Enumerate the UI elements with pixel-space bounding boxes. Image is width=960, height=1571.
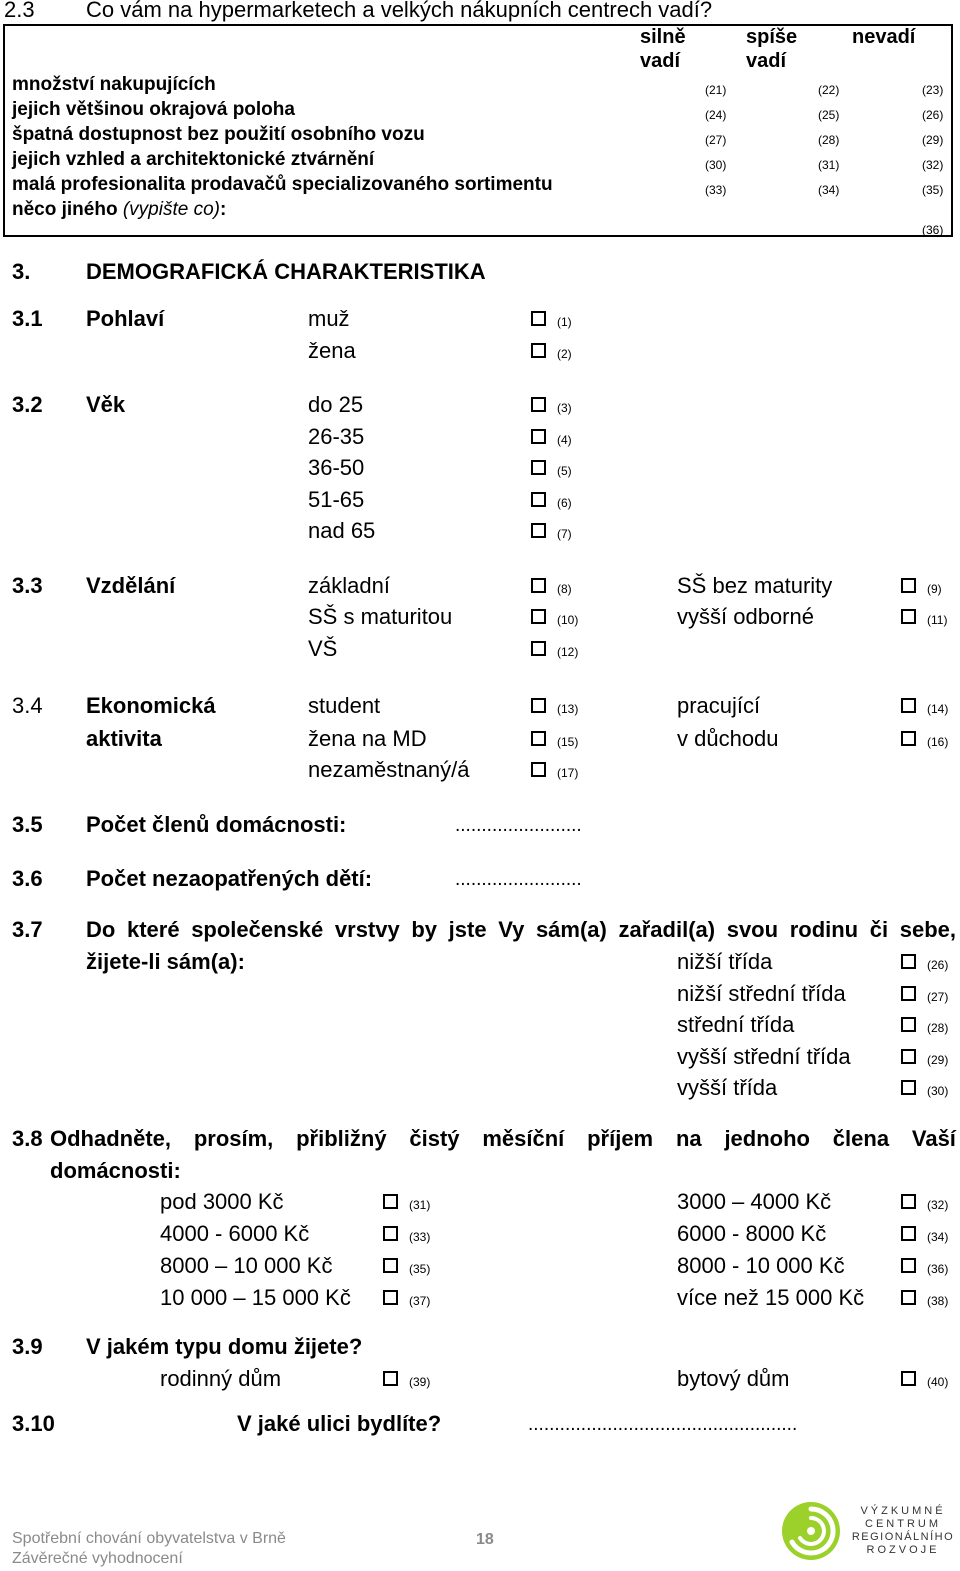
option-label: 6000 - 8000 Kč — [677, 1221, 827, 1246]
row-code: (32) — [922, 158, 944, 172]
checkbox[interactable] — [531, 343, 546, 358]
option-label: 26-35 — [308, 424, 365, 449]
row-code: (24) — [705, 108, 727, 122]
option-code: (3) — [557, 401, 572, 415]
option-label: nižší třída — [677, 949, 773, 974]
checkbox[interactable] — [901, 1017, 916, 1032]
option-code: (5) — [557, 464, 572, 478]
option-code: (33) — [409, 1230, 431, 1244]
table-row-label: malá profesionalita prodavačů specializovaného sortimentu — [12, 174, 553, 195]
checkbox[interactable] — [901, 609, 916, 624]
option-label: pracující — [677, 693, 761, 718]
option-label: žena na MD — [308, 726, 427, 751]
option-code: (6) — [557, 496, 572, 510]
row-code: (21) — [705, 83, 727, 97]
checkbox[interactable] — [531, 609, 546, 624]
question-text: Co vám na hypermarketech a velkých nákupních centrech vadí? — [86, 0, 713, 22]
question-title: žijete-li sám(a): — [86, 949, 245, 974]
option-label: vyšší odborné — [677, 604, 814, 629]
row-code: (33) — [705, 183, 727, 197]
checkbox[interactable] — [531, 731, 546, 746]
row-code: (34) — [818, 183, 840, 197]
question-number: 3.3 — [12, 573, 43, 598]
row-code: (30) — [705, 158, 727, 172]
checkbox[interactable] — [383, 1371, 398, 1386]
option-label: do 25 — [308, 392, 364, 417]
option-label: muž — [308, 306, 350, 331]
option-code: (11) — [927, 613, 948, 627]
question-title: domácnosti: — [50, 1158, 181, 1183]
question-2-3 — [4, 0, 713, 23]
option-label: rodinný dům — [160, 1366, 282, 1391]
question-number: 3.9 — [12, 1334, 43, 1359]
option-code: (26) — [927, 958, 949, 972]
answer-blank[interactable]: ................................................... — [528, 1414, 798, 1435]
checkbox[interactable] — [901, 954, 916, 969]
row-code: (29) — [922, 133, 944, 147]
col-header-spise: spíše vadí — [746, 26, 798, 72]
row-code: (26) — [922, 108, 944, 122]
checkbox[interactable] — [383, 1226, 398, 1241]
option-label: 10 000 – 15 000 Kč — [160, 1285, 351, 1310]
option-code: (14) — [927, 702, 949, 716]
checkbox[interactable] — [901, 731, 916, 746]
answer-blank[interactable]: ........................ — [455, 815, 582, 836]
option-code: (39) — [409, 1375, 431, 1389]
question-title: Věk — [86, 392, 126, 417]
option-label: vyšší střední třída — [677, 1044, 851, 1069]
checkbox[interactable] — [531, 492, 546, 507]
question-title: Počet nezaopatřených dětí: — [86, 866, 373, 891]
question-title: Odhadněte, prosím, přibližný čistý měsíční příjem na jednoho člena Vaší — [50, 1126, 956, 1151]
checkbox[interactable] — [383, 1194, 398, 1209]
option-code: (2) — [557, 347, 572, 361]
question-title: Vzdělání — [86, 573, 176, 598]
option-code: (28) — [927, 1021, 949, 1035]
table-row-other: něco jiného (vypište co): — [12, 199, 227, 220]
row-code: (35) — [922, 183, 944, 197]
checkbox[interactable] — [531, 397, 546, 412]
page-number: 18 — [476, 1531, 494, 1548]
checkbox[interactable] — [901, 1194, 916, 1209]
option-label: vyšší třída — [677, 1075, 778, 1100]
row-code: (31) — [818, 158, 840, 172]
checkbox[interactable] — [531, 311, 546, 326]
option-label: bytový dům — [677, 1366, 790, 1391]
option-label: student — [308, 693, 381, 718]
option-code: (35) — [409, 1262, 431, 1276]
question-number: 3.2 — [12, 392, 43, 417]
logo-icon — [780, 1500, 842, 1562]
option-label: 8000 - 10 000 Kč — [677, 1253, 845, 1278]
footer-title: Spotřební chování obyvatelstva v Brně — [12, 1530, 286, 1547]
option-label: nad 65 — [308, 518, 376, 543]
checkbox[interactable] — [901, 1371, 916, 1386]
checkbox[interactable] — [383, 1258, 398, 1273]
checkbox[interactable] — [531, 762, 546, 777]
checkbox[interactable] — [901, 1226, 916, 1241]
option-label: základní — [308, 573, 390, 598]
option-code: (9) — [927, 582, 942, 596]
checkbox[interactable] — [901, 1258, 916, 1273]
row-code: (36) — [922, 223, 944, 237]
row-code: (25) — [818, 108, 840, 122]
logo-wordmark: VÝZKUMNÉ CENTRUM REGIONÁLNÍHO ROZVOJE — [851, 1505, 955, 1556]
question-number: 2.3 — [4, 0, 35, 22]
option-code: (17) — [557, 766, 579, 780]
option-label: 4000 - 6000 Kč — [160, 1221, 310, 1246]
question-title: Do které společenské vrstvy by jste Vy sám(a) zařadil(a) svou rodinu či sebe, — [86, 917, 956, 942]
checkbox[interactable] — [531, 698, 546, 713]
option-code: (13) — [557, 702, 579, 716]
option-code: (4) — [557, 433, 572, 447]
col-header-nevadi: nevadí — [852, 26, 916, 48]
table-row-label: jejich většinou okrajová poloha — [12, 99, 295, 120]
checkbox[interactable] — [901, 698, 916, 713]
option-label: 3000 – 4000 Kč — [677, 1189, 832, 1214]
option-label: 51-65 — [308, 487, 365, 512]
question-number: 3.10 — [12, 1411, 55, 1436]
question-title: Počet členů domácnosti: — [86, 812, 347, 837]
option-label: nezaměstnaný/á — [308, 757, 470, 782]
option-code: (34) — [927, 1230, 949, 1244]
answer-blank[interactable]: ........................ — [455, 869, 582, 890]
checkbox[interactable] — [531, 641, 546, 656]
checkbox[interactable] — [901, 1080, 916, 1095]
row-code: (28) — [818, 133, 840, 147]
option-code: (32) — [927, 1198, 949, 1212]
option-label: SŠ s maturitou — [308, 604, 453, 629]
question-number: 3.8 — [12, 1126, 43, 1151]
checkbox[interactable] — [383, 1290, 398, 1305]
option-label: více než 15 000 Kč — [677, 1285, 865, 1310]
checkbox[interactable] — [901, 1049, 916, 1064]
checkbox[interactable] — [531, 460, 546, 475]
option-code: (8) — [557, 582, 572, 596]
option-label: žena — [308, 338, 356, 363]
option-code: (30) — [927, 1084, 949, 1098]
option-code: (31) — [409, 1198, 431, 1212]
row-code: (22) — [818, 83, 840, 97]
checkbox[interactable] — [901, 986, 916, 1001]
option-label: 8000 – 10 000 Kč — [160, 1253, 333, 1278]
checkbox[interactable] — [531, 523, 546, 538]
footer-subtitle: Závěrečné vyhodnocení — [12, 1550, 183, 1567]
option-code: (12) — [557, 645, 579, 659]
option-code: (38) — [927, 1294, 949, 1308]
checkbox[interactable] — [531, 429, 546, 444]
option-label: SŠ bez maturity — [677, 573, 833, 598]
checkbox[interactable] — [531, 578, 546, 593]
table-row-label: jejich vzhled a architektonické ztvárnění — [12, 149, 375, 170]
option-code: (40) — [927, 1375, 949, 1389]
table-row-label: špatná dostupnost bez použití osobního vozu — [12, 124, 425, 145]
question-title: V jaké ulici bydlíte? — [237, 1411, 442, 1436]
checkbox[interactable] — [901, 578, 916, 593]
option-label: VŠ — [308, 636, 338, 661]
logo-mark — [780, 1500, 842, 1562]
question-number: 3.1 — [12, 306, 43, 331]
table-row-label: množství nakupujících — [12, 74, 216, 95]
option-code: (29) — [927, 1053, 949, 1067]
question-title: V jakém typu domu žijete? — [86, 1334, 363, 1359]
option-code: (16) — [927, 735, 949, 749]
question-title: Ekonomická — [86, 693, 216, 718]
option-label: pod 3000 Kč — [160, 1189, 284, 1214]
row-code: (23) — [922, 83, 944, 97]
question-number: 3.5 — [12, 812, 43, 837]
option-code: (15) — [557, 735, 579, 749]
question-number: 3.6 — [12, 866, 43, 891]
option-label: v důchodu — [677, 726, 779, 751]
col-header-silne: silně vadí — [640, 26, 686, 72]
question-number: 3.4 — [12, 693, 43, 718]
option-code: (10) — [557, 613, 579, 627]
row-code: (27) — [705, 133, 727, 147]
option-code: (7) — [557, 527, 572, 541]
section-heading: 3. DEMOGRAFICKÁ CHARAKTERISTIKA — [12, 259, 486, 284]
checkbox[interactable] — [901, 1290, 916, 1305]
option-code: (27) — [927, 990, 949, 1004]
option-code: (36) — [927, 1262, 949, 1276]
question-title: aktivita — [86, 726, 162, 751]
option-code: (1) — [557, 315, 572, 329]
option-label: nižší střední třída — [677, 981, 846, 1006]
option-code: (37) — [409, 1294, 431, 1308]
question-number: 3.7 — [12, 917, 43, 942]
option-label: 36-50 — [308, 455, 365, 480]
question-title: Pohlaví — [86, 306, 165, 331]
option-label: střední třída — [677, 1012, 795, 1037]
